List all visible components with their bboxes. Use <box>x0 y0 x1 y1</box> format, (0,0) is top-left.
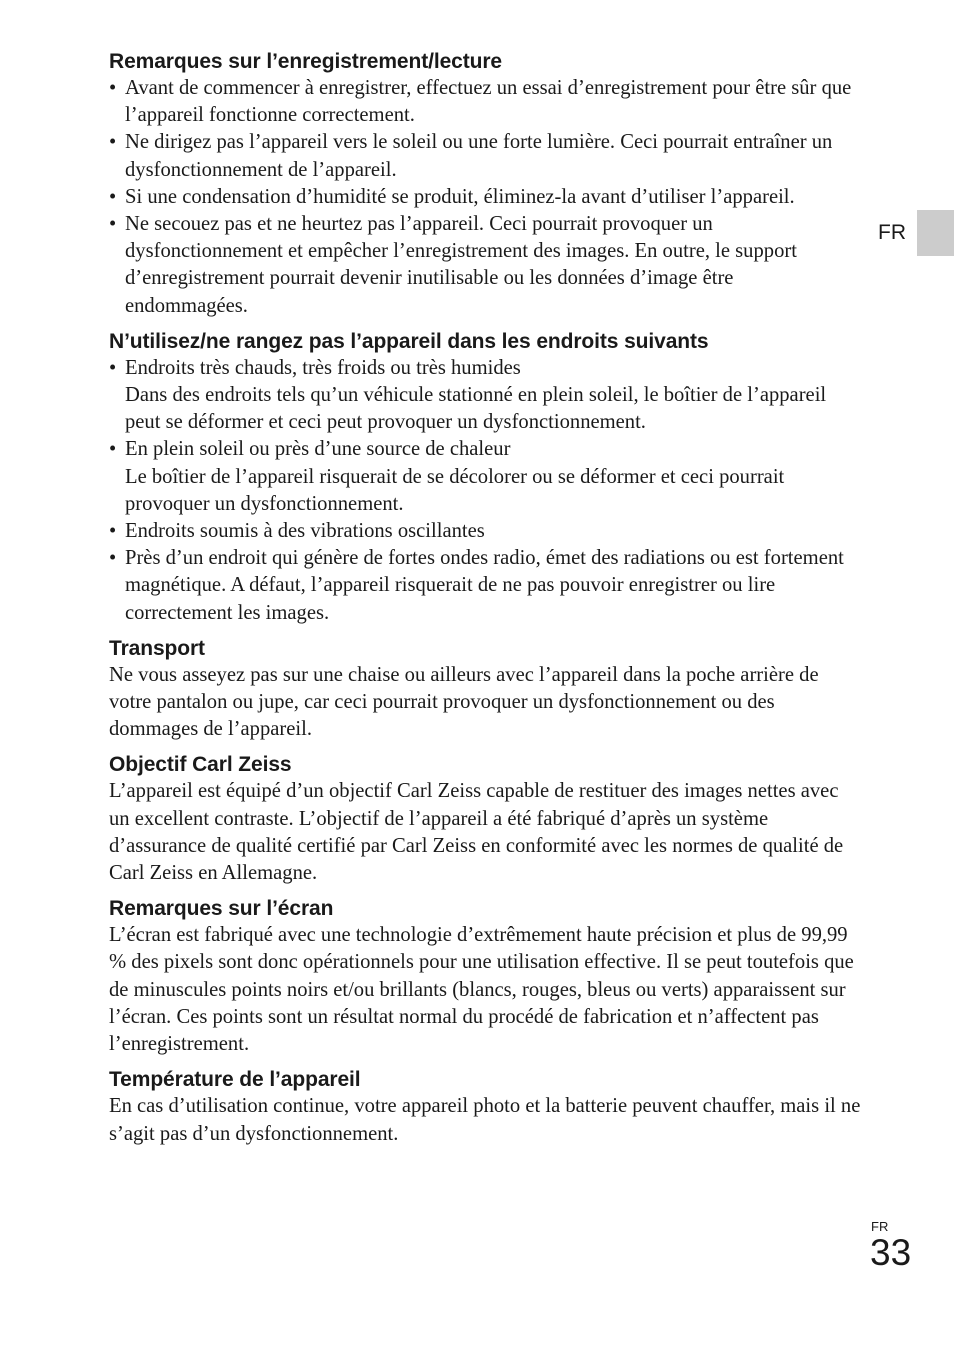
language-label: FR <box>878 221 906 244</box>
section-title-storage: N’utilisez/ne rangez pas l’appareil dans les endroits suivants <box>109 329 709 353</box>
section-body-transport: Ne vous asseyez pas sur une chaise ou ailleurs avec l’appareil dans la poche arrière de votre pantalon ou jupe, car ceci pourrait provoquer un dysfonctionnement ou des dommages de l’appareil. <box>109 663 819 741</box>
page-content <box>109 48 861 1156</box>
list-item: • Ne dirigez pas l’appareil vers le soleil ou une forte lumière. Ceci pourrait entraîner un dysfonctionnement de l’appareil. <box>109 129 861 183</box>
list-item: • Endroits soumis à des vibrations oscillantes <box>109 518 861 545</box>
list-item-detail: Le boîtier de l’appareil risquerait de se décolorer ou se déformer et ceci pourrait provoquer un dysfonctionnement. <box>125 465 785 515</box>
list-item: • Si une condensation d’humidité se produit, éliminez-la avant d’utiliser l’appareil. <box>109 184 861 211</box>
section-title-transport: Transport <box>109 636 205 660</box>
section-title-lens: Objectif Carl Zeiss <box>109 753 292 777</box>
list-item <box>109 355 861 437</box>
list-item <box>109 436 861 518</box>
list-item-heading: Endroits très chauds, très froids ou très humides <box>125 356 521 379</box>
storage-places-list <box>109 355 861 627</box>
list-item-heading: En plein soleil ou près d’une source de chaleur <box>125 438 511 461</box>
list-item-detail: Dans des endroits tels qu’un véhicule stationné en plein soleil, le boîtier de l’appareil peut se déformer et ceci peut provoquer un dysfonctionnement. <box>125 384 827 434</box>
section-body-screen: L’écran est fabriqué avec une technologie d’extrêmement haute précision et plus de 99,99 % des pixels sont donc opérationnels pour une utilisation effective. Il se peut toutefois que de minuscules points noirs et/ou brillants (blancs, rouges, bleus ou verts) apparaissent sur l’écran. Ces points sont un résultat normal du procédé de fabrication et n’affectent pas l’enregistrement. <box>109 924 854 1056</box>
recording-notes-list <box>109 75 861 320</box>
section-body-lens: L’appareil est équipé d’un objectif Carl Zeiss capable de restituer des images nettes avec un excellent contraste. L’objectif de l’appareil a été fabriqué d’après un système d’assurance de qualité certifié par Carl Zeiss en conformité avec les normes de qualité de Carl Zeiss en Allemagne. <box>109 780 844 885</box>
list-item: • Avant de commencer à enregistrer, effectuez un essai d’enregistrement pour être sûr que l’appareil fonctionne correctement. <box>109 75 861 129</box>
section-title-temperature: Température de l’appareil <box>109 1068 361 1092</box>
list-item: • Ne secouez pas et ne heurtez pas l’appareil. Ceci pourrait provoquer un dysfonctionnement et empêcher l’enregistrement des images. En outre, le support d’enregistrement pourrait devenir inutilisable ou les données d’image être endommagées. <box>109 211 861 320</box>
section-body-temperature: En cas d’utilisation continue, votre appareil photo et la batterie peuvent chauffer, mais il ne s’agit pas d’un dysfonctionnement. <box>109 1095 861 1145</box>
section-title-screen: Remarques sur l’écran <box>109 897 334 921</box>
footer-language: FR <box>871 1219 889 1234</box>
language-tab-marker <box>917 210 954 256</box>
list-item: • Près d’un endroit qui génère de fortes ondes radio, émet des radiations ou est fortement magnétique. A défaut, l’appareil risquerait de ne pas pouvoir enregistrer ou lire correctement les images. <box>109 545 861 627</box>
page-number: 33 <box>870 1232 912 1273</box>
section-title-recording: Remarques sur l’enregistrement/lecture <box>109 50 503 73</box>
